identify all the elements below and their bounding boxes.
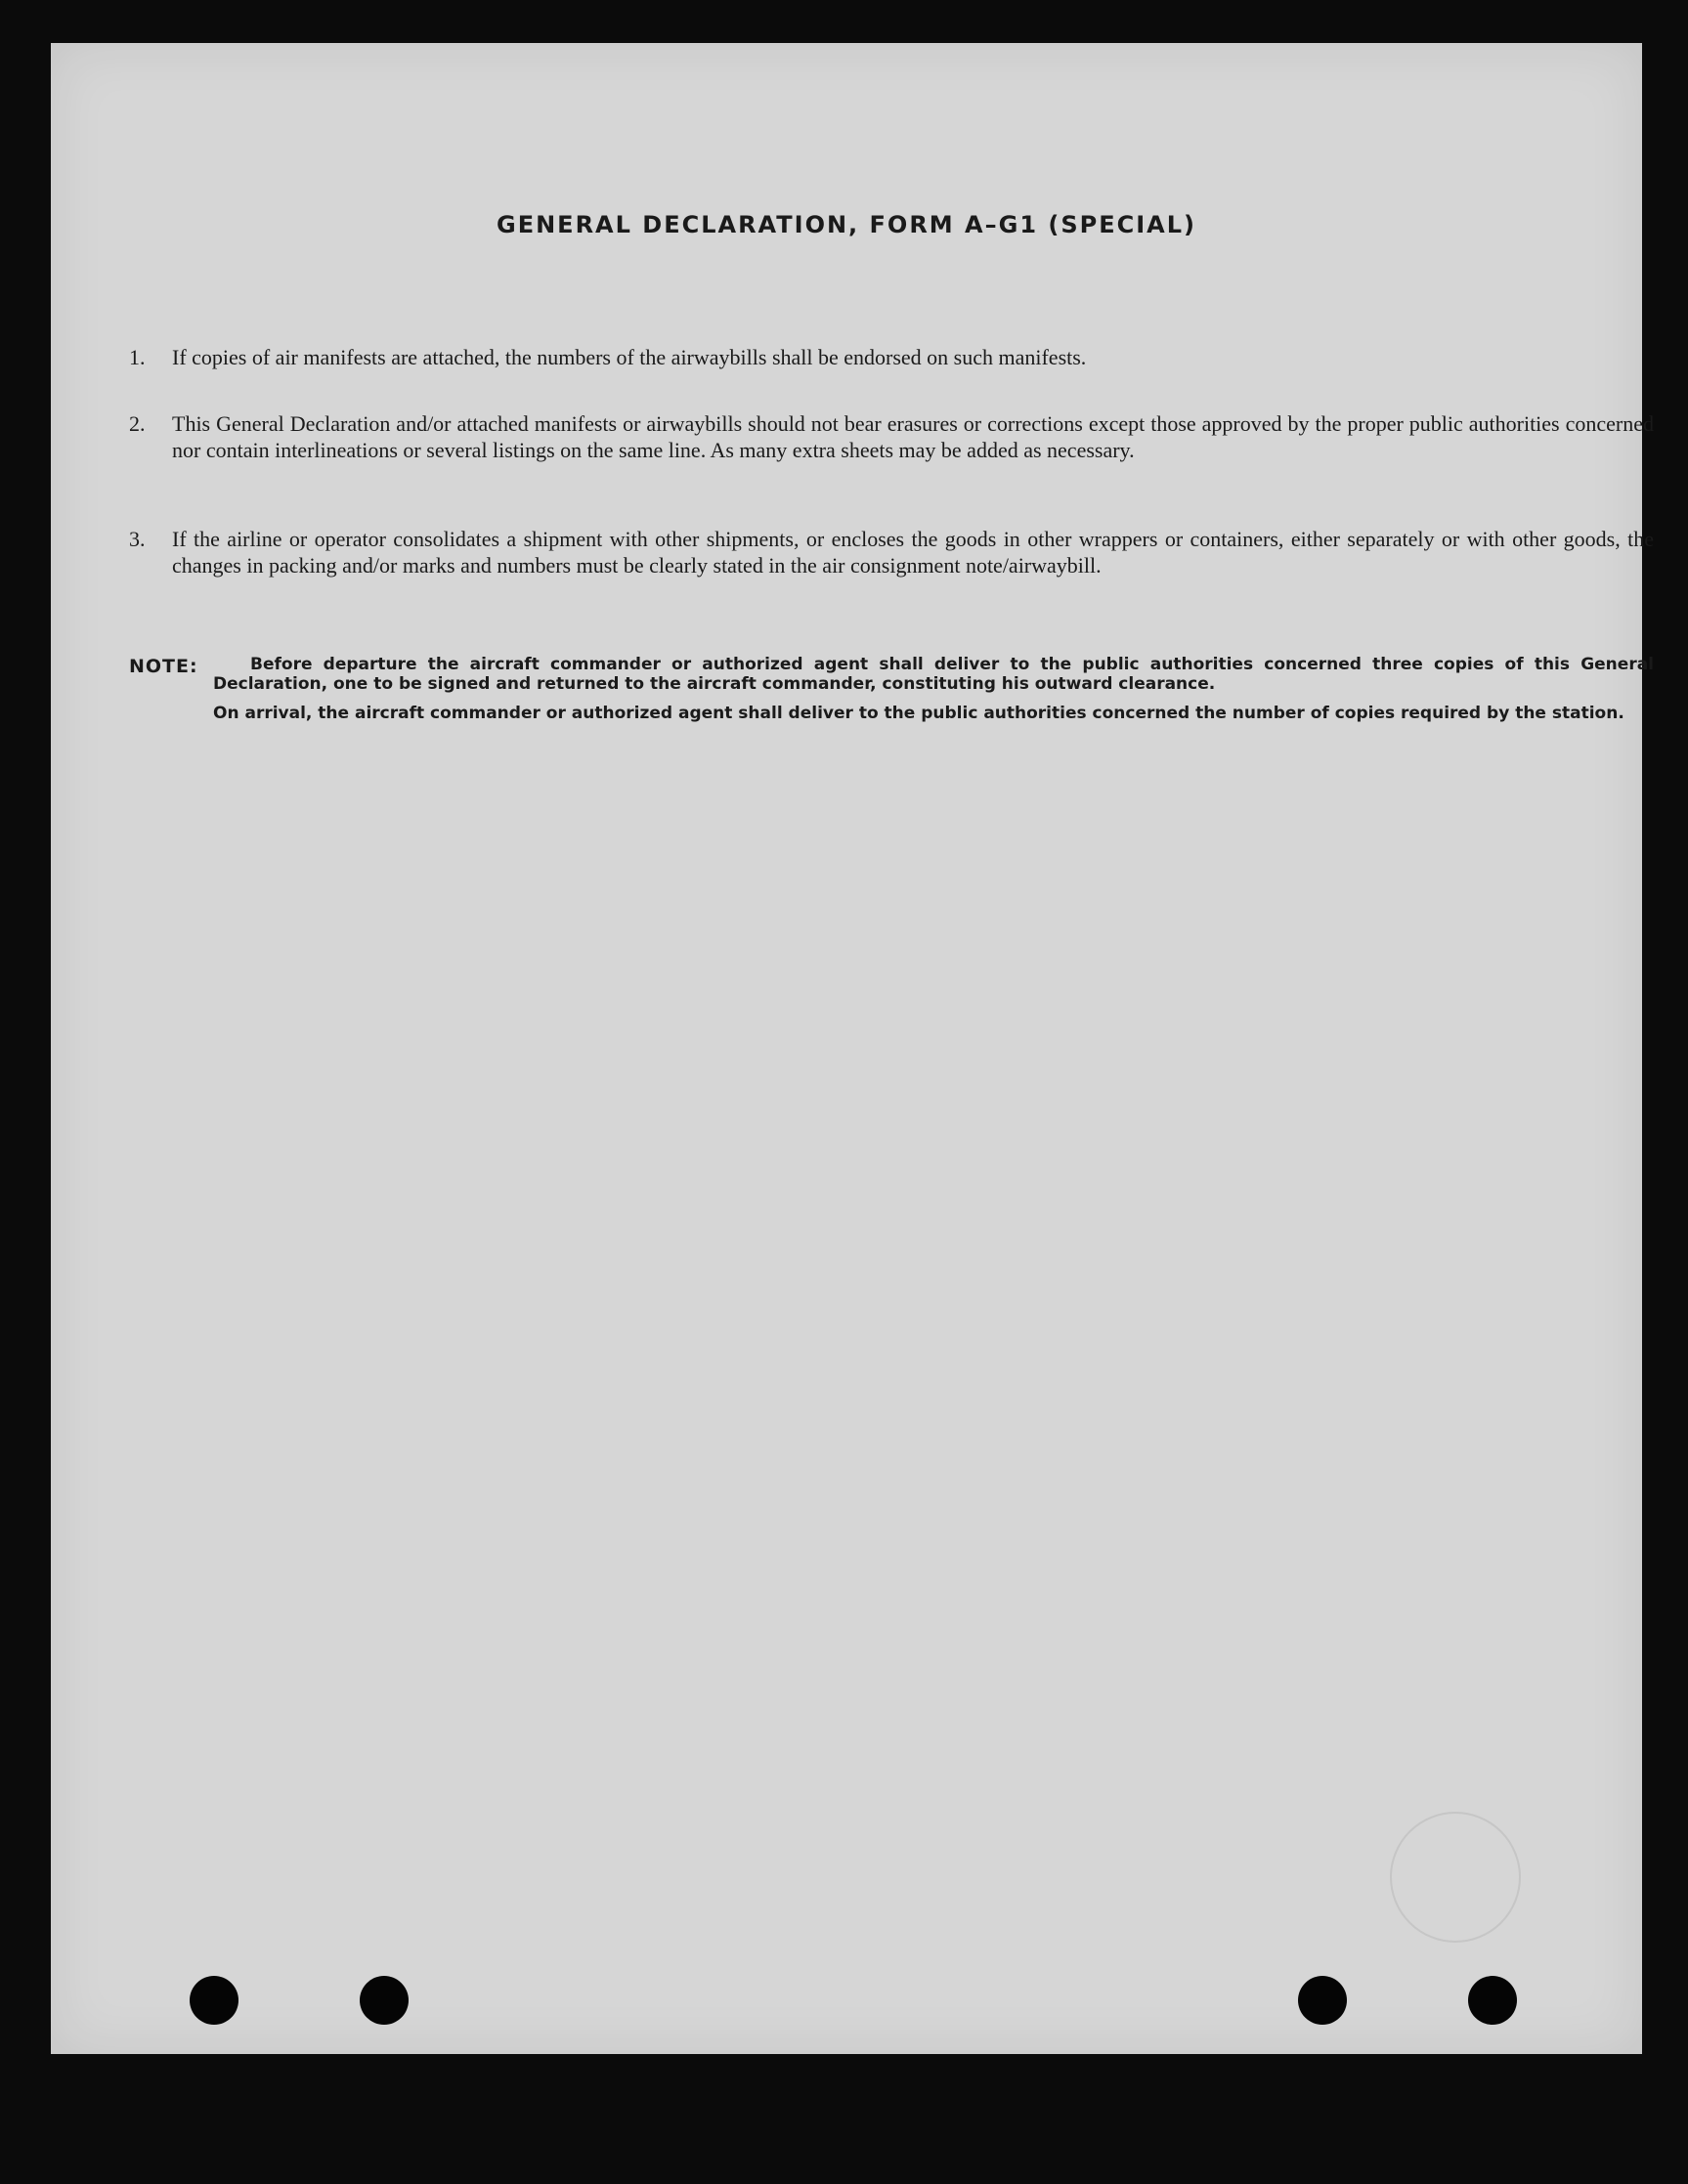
item-number: 2.: [129, 411, 146, 436]
item-text: If the airline or operator consolidates a shipment with other shipments, or encloses the goods in other wrappers or containers, either separately or with other goods, the changes in packing and/or marks and numbers must be clearly stated in the air consignment note/airwaybill.: [172, 527, 1654, 578]
punch-hole: [1298, 1976, 1347, 2025]
note-paragraph-departure: Before departure the aircraft commander or authorized agent shall deliver to the public authorities concerned three copies of this General Declaration, one to be signed and returned to the aircraft commander, constituting his outward clearance.: [213, 655, 1654, 694]
item-text: If copies of air manifests are attached, the numbers of the airwaybills shall be endorsed on such manifests.: [172, 345, 1087, 369]
note-label: NOTE:: [129, 656, 198, 677]
item-number: 3.: [129, 527, 146, 551]
punch-hole: [190, 1976, 238, 2025]
item-text: This General Declaration and/or attached manifests or airwaybills should not bear erasures or corrections except those approved by the proper public authorities concerned nor contain interlineations or several listings on the same line. As many extra sheets may be added as necessary.: [172, 411, 1654, 462]
instruction-item-3: [129, 526, 1654, 578]
item-number: 1.: [129, 345, 146, 369]
document-page: [51, 43, 1654, 2054]
punch-hole: [360, 1976, 409, 2025]
instruction-item-2: [129, 410, 1654, 463]
instruction-item-1: [129, 344, 1654, 370]
note-paragraph-arrival: On arrival, the aircraft commander or authorized agent shall deliver to the public authorities concerned the number of copies required by the station.: [213, 704, 1624, 723]
document-title: GENERAL DECLARATION, FORM A–G1 (SPECIAL): [497, 211, 1196, 238]
punch-hole: [1468, 1976, 1517, 2025]
faint-stamp-mark: [1390, 1812, 1521, 1943]
note-section: [129, 655, 1654, 723]
